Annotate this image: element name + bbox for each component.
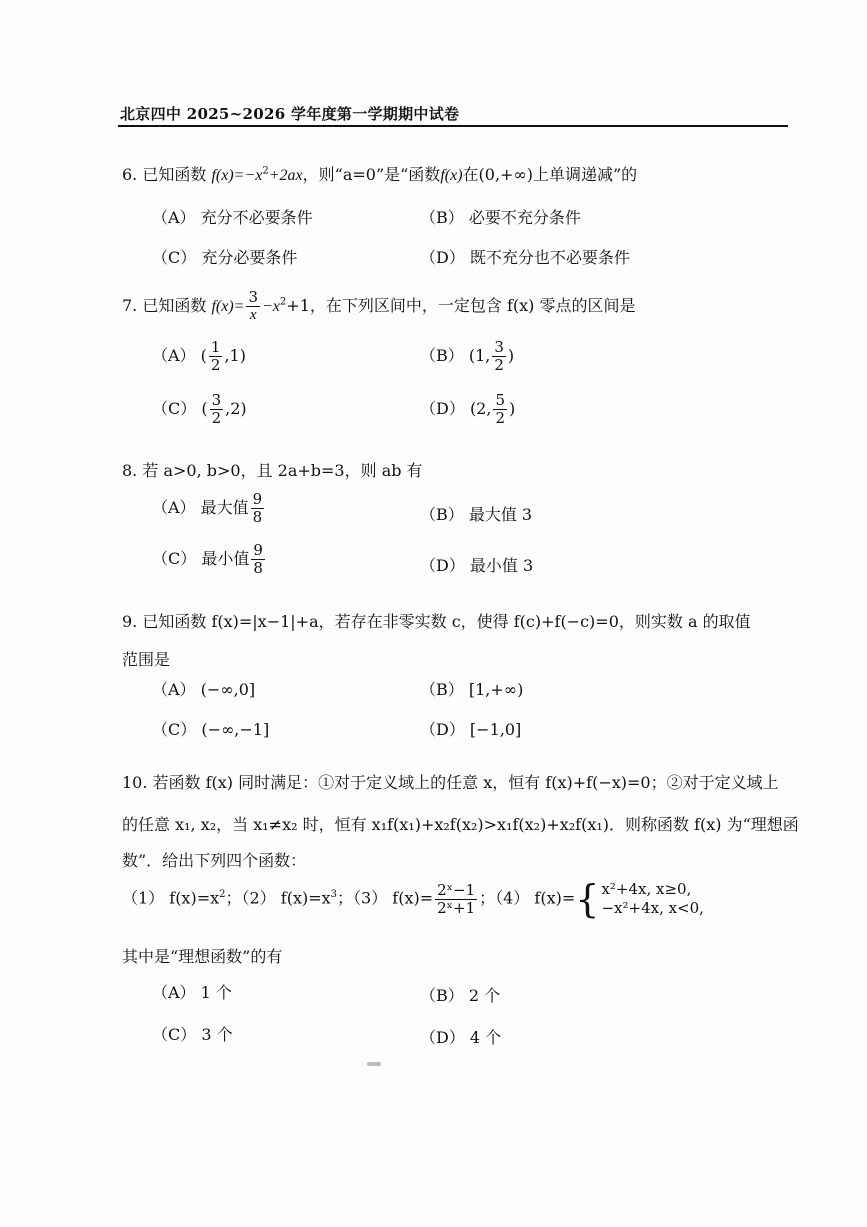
q10-f3-frac [435,880,477,917]
q6-option-a[interactable]: （A） 充分不必要条件 [152,208,313,227]
q6-fx-tail: +2ax [268,167,303,184]
q7-b-label: （B） [420,346,464,365]
q8-c-den: 8 [253,559,263,577]
q7-c-den: 2 [211,409,222,427]
q8-c-label: （C） 最小值 [152,549,250,568]
q6-option-d[interactable]: （D） 既不充分也不必要条件 [420,248,630,267]
q7-c-close: ,2) [225,399,247,418]
q7-d-close: ) [509,399,516,418]
q7-b-frac [492,340,506,373]
question-10-stem-2: 的任意 x₁, x₂，当 x₁≠x₂ 时，恒有 x₁f(x₁)+x₂f(x₂)>x₁f(x₂)+x₂f(x₁)．则称函数 f(x) 为“理想函 [122,815,799,834]
q7-a-frac [209,340,223,373]
q10-f2-exp: 3 [330,889,338,901]
q6-option-c[interactable]: （C） 充分必要条件 [152,248,298,267]
q6-exp: 2 [262,165,269,177]
q8-option-d[interactable]: （D） 最小值 3 [420,556,534,575]
q8-a-num: 9 [252,490,263,508]
q7-fx-tail: −x [262,298,280,315]
q7-d-num: 5 [495,391,505,409]
q10-f1-exp: 2 [219,889,226,901]
q10-f4-case-2: −x²+4x, x<0, [601,899,704,917]
q10-f3-num: 2ˣ−1 [437,880,476,899]
q6-fx2: f(x) [440,167,463,184]
question-10-stem-3: 数”．给出下列四个函数： [122,851,307,870]
q7-frac-den: x [249,307,257,323]
q6-fx: f(x)=−x [211,167,263,184]
question-8-stem: 8. 若 a>0, b>0，且 2a+b=3，则 ab 有 [122,461,423,480]
q9-option-c[interactable]: （C） (−∞,−1] [152,720,270,739]
q7-suffix: ，在下列区间中，一定包含 f(x) 零点的区间是 [309,296,636,315]
q6-prefix: 6. 已知函数 [122,165,207,184]
q7-fraction [246,290,260,323]
q7-d-frac [493,393,507,426]
q6-mid2: 在(0,+∞)上单调递减”的 [462,165,638,184]
header-divider [118,125,788,127]
q7-option-a[interactable] [152,340,246,373]
q10-option-b[interactable]: （B） 2 个 [420,986,501,1005]
q10-f1: （1） f(x)=x [122,888,220,908]
q7-c-open: ( [201,399,208,418]
q10-f4-case-1: x²+4x, x≥0, [601,880,692,899]
scan-mark [367,1062,381,1066]
q10-f3-den: 2ˣ+1 [437,898,476,917]
question-9-stem: 9. 已知函数 f(x)=|x−1|+a，若存在非零实数 c，使得 f(c)+f(−c)=0，则实数 a 的取值 [122,612,751,631]
q8-option-b[interactable]: （B） 最大值 3 [420,505,533,524]
q6-mid: ，则“a=0”是“函数 [302,165,441,184]
q7-b-num: 3 [494,338,504,356]
q6-option-b[interactable]: （B） 必要不充分条件 [420,208,581,227]
q9-option-b[interactable]: （B） [1,+∞) [420,680,524,699]
q7-option-d[interactable] [420,393,515,426]
q7-b-den: 2 [494,356,504,374]
q8-a-den: 8 [252,508,263,526]
q7-a-open: ( [200,346,207,365]
q8-c-num: 9 [253,541,263,559]
q9-option-a[interactable]: （A） (−∞,0] [152,680,256,699]
q7-fx: f(x)= [211,298,245,315]
q10-f4: ；（4） f(x)= [479,888,576,908]
q10-f3: ；（3） f(x)= [337,888,434,908]
q8-a-frac [251,492,265,525]
q7-b-open: (1, [468,346,491,365]
q8-c-frac [251,543,265,576]
page-header: 北京四中 2025~2026 学年度第一学期期中试卷 [120,105,460,123]
q7-frac-num: 3 [248,288,258,306]
left-brace-icon: { [575,877,600,921]
q7-d-open: (2, [469,399,492,418]
q7-prefix: 7. 已知函数 [122,296,207,315]
question-7-stem [122,290,635,323]
q10-option-c[interactable]: （C） 3 个 [152,1025,233,1044]
q8-option-a[interactable] [152,492,266,525]
q7-option-b[interactable] [420,340,514,373]
q7-fx-tail2: +1 [286,296,310,315]
question-10-functions [122,877,704,921]
q7-a-label: （A） [152,346,196,365]
q8-a-label: （A） 最大值 [152,498,249,517]
question-10-stem-1: 10. 若函数 f(x) 同时满足：①对于定义域上的任意 x，恒有 f(x)+f(−x)=0；②对于定义域上 [122,773,779,792]
q7-c-num: 3 [211,391,222,409]
question-6-stem [122,162,637,185]
q10-option-a[interactable]: （A） 1 个 [152,983,232,1002]
q7-exp: 2 [279,296,287,308]
question-9-stem-2: 范围是 [122,650,171,669]
q8-option-c[interactable] [152,543,267,576]
q9-option-d[interactable]: （D） [−1,0] [420,720,522,739]
q7-d-label: （D） [420,399,465,418]
q7-d-den: 2 [495,409,505,427]
q7-a-close: ,1) [224,346,246,365]
q10-f4-piecewise [575,877,704,921]
q7-a-num: 1 [210,338,221,356]
q7-a-den: 2 [210,356,221,374]
q10-option-d[interactable]: （D） 4 个 [420,1028,502,1047]
q7-c-label: （C） [152,399,197,418]
question-10-stem-4: 其中是“理想函数”的有 [122,947,283,966]
q7-b-close: ) [507,346,515,365]
q10-f2: ；（2） f(x)=x [225,888,331,908]
q7-c-frac [210,393,224,426]
q7-option-c[interactable] [152,393,247,426]
q10-f4-cases [601,880,704,918]
